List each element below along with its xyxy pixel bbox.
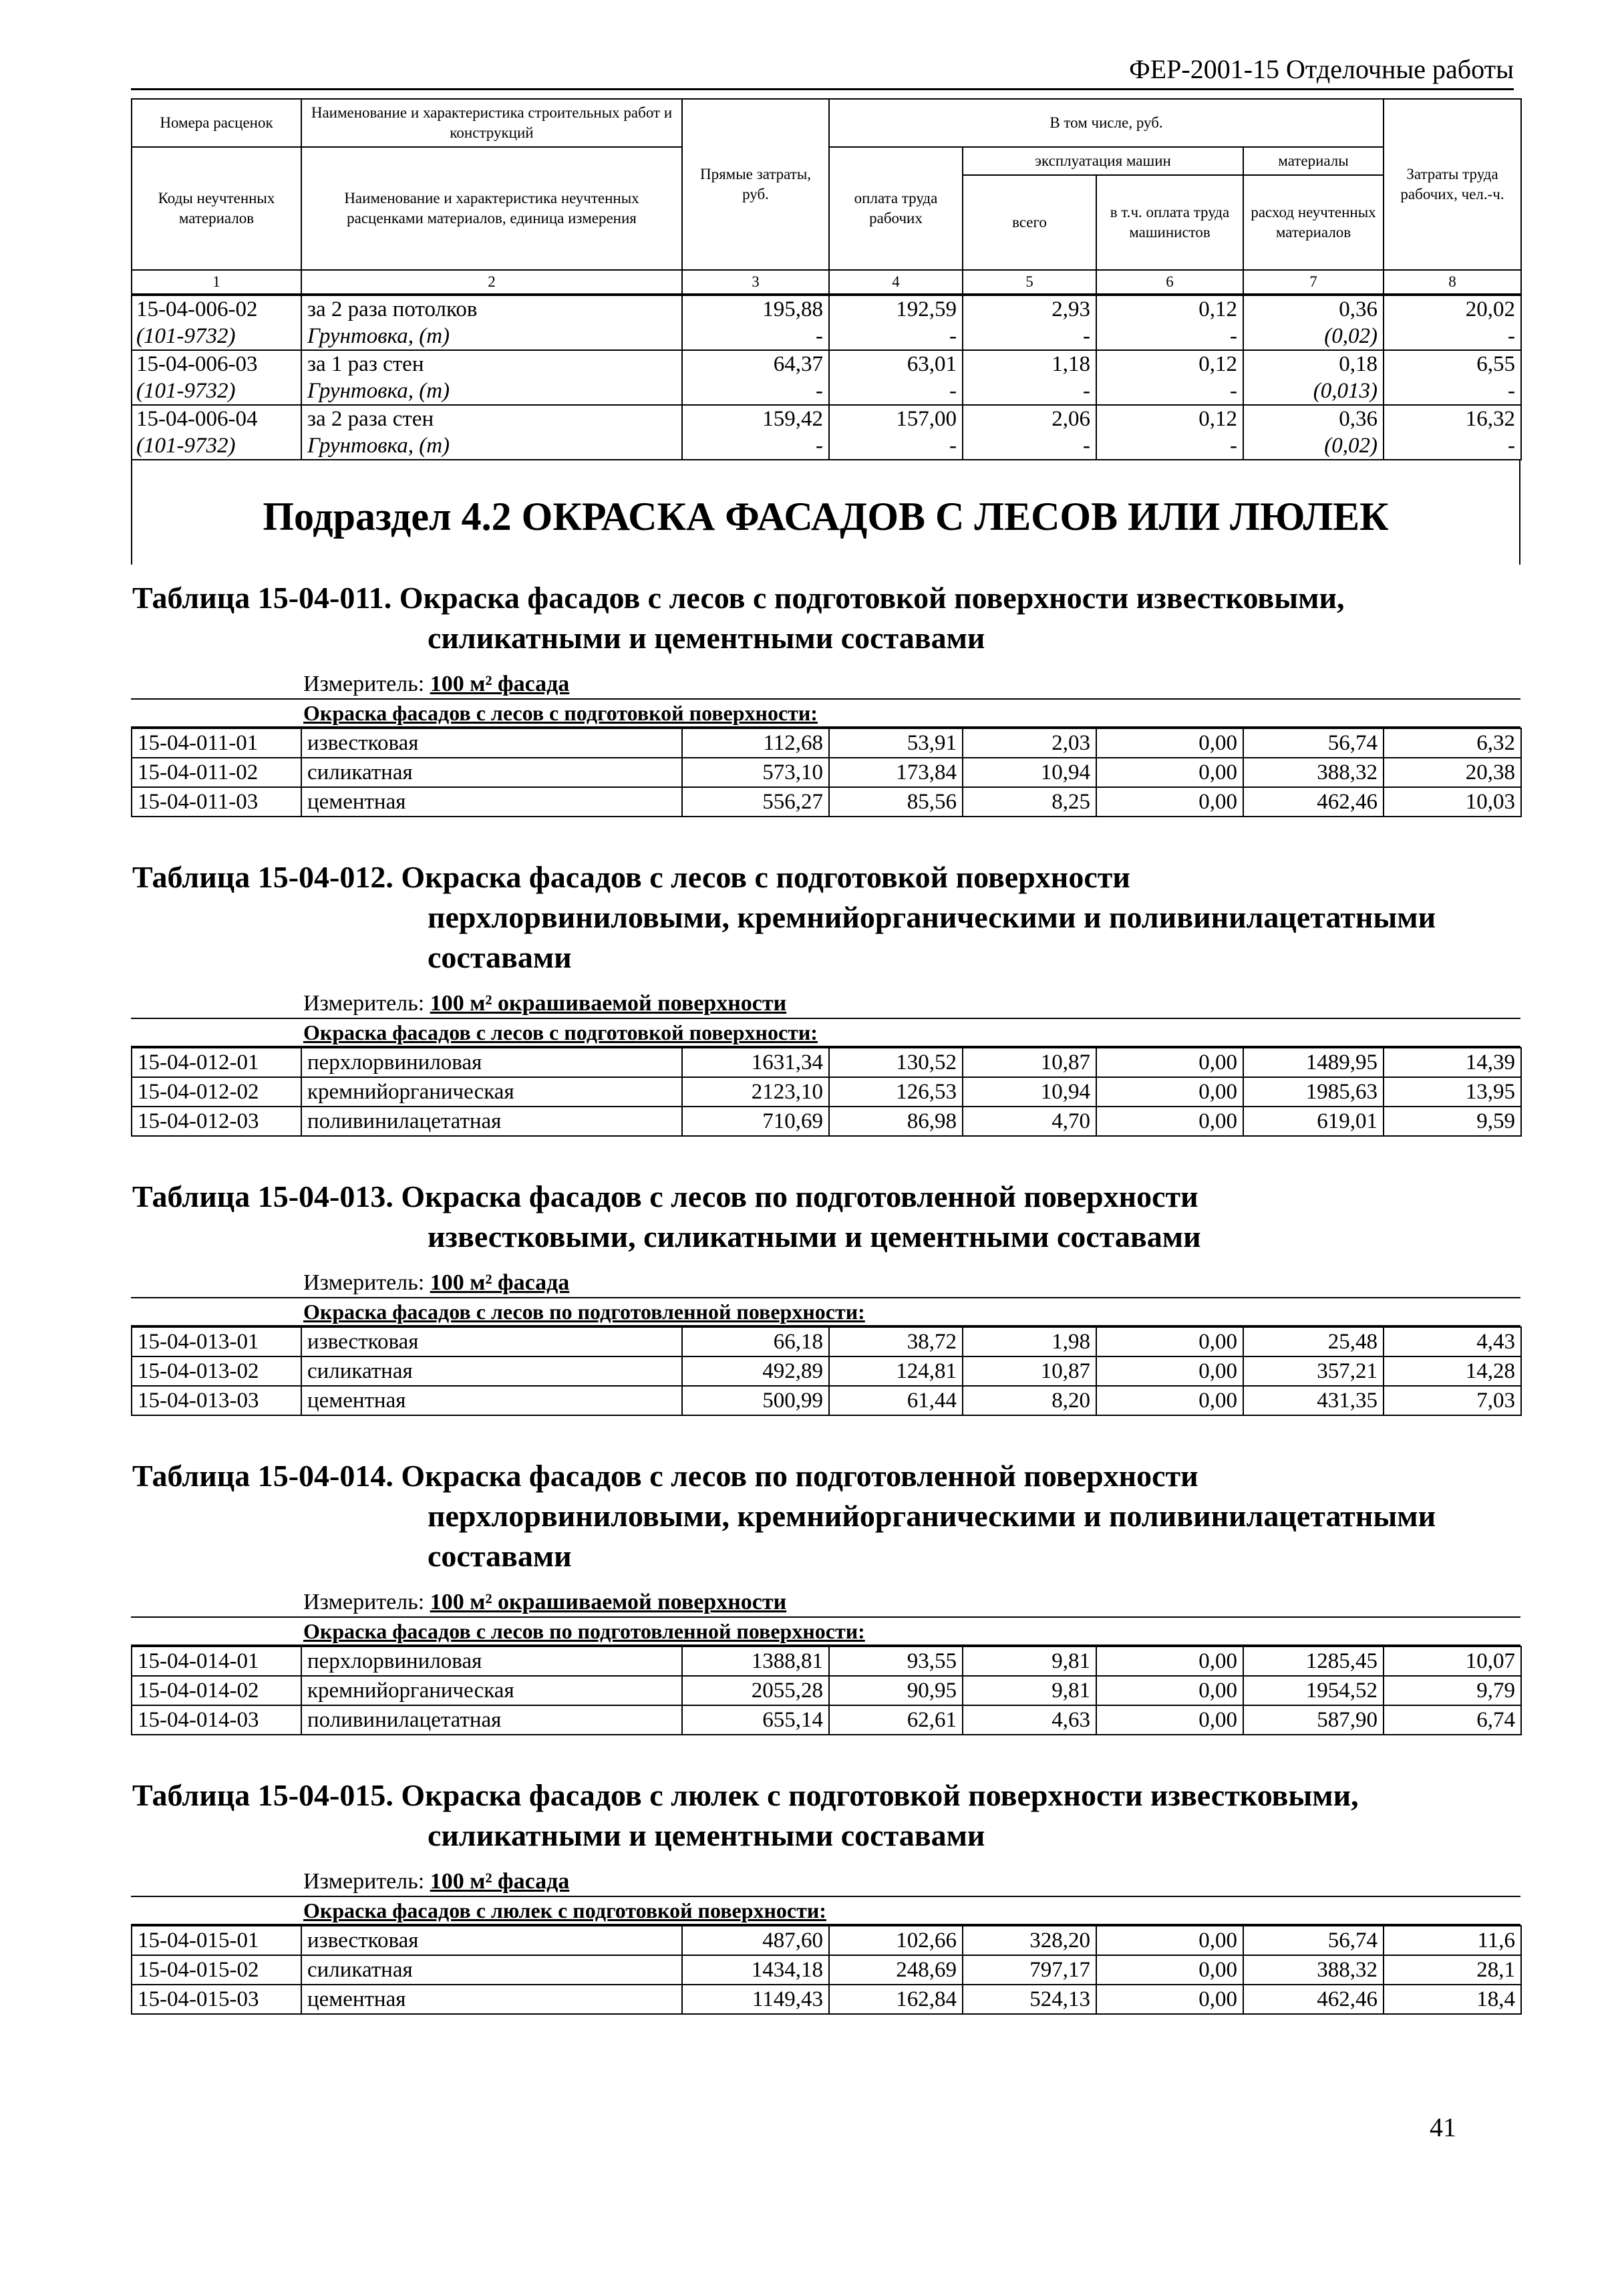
header-col1-bottom: Коды неучтенных материалов xyxy=(132,147,301,270)
material-value: - xyxy=(1384,323,1521,350)
group-heading-text: Окраска фасадов с лесов по подготовленной поверхности: xyxy=(303,1300,865,1324)
material-row xyxy=(132,432,1521,460)
table-row xyxy=(132,1646,1521,1676)
work-name: силикатная xyxy=(301,1356,682,1386)
cost-value: 587,90 xyxy=(1243,1705,1384,1735)
material-value: - xyxy=(829,323,963,350)
measure-unit-line xyxy=(131,658,1520,700)
table-title-line: силикатными и цементными составами xyxy=(428,1818,985,1852)
table-row xyxy=(132,787,1521,817)
price-table-block xyxy=(131,1762,1520,2041)
work-name: за 1 раз стен xyxy=(301,350,682,378)
material-value: - xyxy=(682,432,829,460)
table-row xyxy=(132,1926,1521,1955)
group-heading-text: Окраска фасадов с лесов с подготовкой поверхности: xyxy=(303,1020,818,1044)
price-table-block xyxy=(131,1163,1520,1443)
table-title xyxy=(131,1762,1520,1856)
material-value: (0,02) xyxy=(1243,323,1384,350)
rate-code: 15-04-011-02 xyxy=(132,758,301,787)
rate-code: 15-04-006-02 xyxy=(132,295,301,323)
cost-value: 62,61 xyxy=(829,1705,963,1735)
column-header-table xyxy=(131,98,1522,295)
table-title-line: перхлорвиниловыми, кремнийорганическими и поливинилацетатными xyxy=(428,1499,1436,1533)
work-name: силикатная xyxy=(301,758,682,787)
cost-value: 8,20 xyxy=(963,1386,1096,1415)
cost-value: 0,12 xyxy=(1096,350,1243,378)
column-number: 4 xyxy=(829,270,963,294)
rate-code: 15-04-006-03 xyxy=(132,350,301,378)
table-title-line: перхлорвиниловыми, кремнийорганическими и поливинилацетатными xyxy=(428,900,1436,934)
cost-value: 20,38 xyxy=(1384,758,1521,787)
header-col7: расход неучтенных материалов xyxy=(1243,175,1384,270)
cost-value: 10,03 xyxy=(1384,787,1521,817)
work-name: поливинилацетатная xyxy=(301,1705,682,1735)
material-value: - xyxy=(1096,378,1243,405)
cost-value: 0,00 xyxy=(1096,1646,1243,1676)
table-title-line: составами xyxy=(428,1539,572,1573)
material-code: (101-9732) xyxy=(132,378,301,405)
cost-value: 431,35 xyxy=(1243,1386,1384,1415)
cost-value: 573,10 xyxy=(682,758,829,787)
price-table xyxy=(131,1646,1522,1735)
rate-code: 15-04-011-01 xyxy=(132,728,301,758)
header-materials: материалы xyxy=(1243,147,1384,175)
work-name: известковая xyxy=(301,1327,682,1356)
work-name: перхлорвиниловая xyxy=(301,1048,682,1077)
cost-value: 6,55 xyxy=(1384,350,1521,378)
cost-value: 797,17 xyxy=(963,1955,1096,1985)
cost-value: 61,44 xyxy=(829,1386,963,1415)
table-title-line: известковыми, силикатными и цементными составами xyxy=(428,1219,1201,1254)
cost-value: 524,13 xyxy=(963,1985,1096,2014)
material-row xyxy=(132,323,1521,350)
price-table xyxy=(131,1326,1522,1416)
column-number: 3 xyxy=(682,270,829,294)
table-row xyxy=(132,758,1521,787)
group-heading-text: Окраска фасадов с лесов с подготовкой поверхности: xyxy=(303,701,818,725)
material-name: Грунтовка, (т) xyxy=(301,432,682,460)
cost-value: 0,00 xyxy=(1096,1985,1243,2014)
price-table-block xyxy=(131,1443,1520,1762)
measure-label: Измеритель: xyxy=(303,1590,425,1614)
cost-value: 130,52 xyxy=(829,1048,963,1077)
header-col3: Прямые затраты, руб. xyxy=(682,99,829,270)
cost-value: 357,21 xyxy=(1243,1356,1384,1386)
price-table xyxy=(131,728,1522,817)
measure-label: Измеритель: xyxy=(303,1869,425,1894)
cost-value: 1,98 xyxy=(963,1327,1096,1356)
cost-value: 9,79 xyxy=(1384,1676,1521,1705)
price-table xyxy=(131,1047,1522,1137)
cost-value: 173,84 xyxy=(829,758,963,787)
cost-value: 4,70 xyxy=(963,1107,1096,1136)
cost-value: 11,6 xyxy=(1384,1926,1521,1955)
cost-value: 2,06 xyxy=(963,405,1096,432)
table-title xyxy=(131,1163,1520,1257)
group-heading xyxy=(131,1019,1520,1047)
table-spacer xyxy=(131,1137,1520,1163)
header-machines: эксплуатация машин xyxy=(963,147,1243,175)
header-incl: В том числе, руб. xyxy=(829,99,1384,147)
cost-value: 388,32 xyxy=(1243,1955,1384,1985)
cost-value: 328,20 xyxy=(963,1926,1096,1955)
cost-value: 56,74 xyxy=(1243,1926,1384,1955)
cost-value: 124,81 xyxy=(829,1356,963,1386)
work-name: цементная xyxy=(301,787,682,817)
material-value: - xyxy=(682,378,829,405)
group-heading-text: Окраска фасадов с лесов по подготовленной поверхности: xyxy=(303,1619,865,1643)
measure-unit: 100 м² фасада xyxy=(430,672,570,696)
material-code: (101-9732) xyxy=(132,432,301,460)
work-name: за 2 раза потолков xyxy=(301,295,682,323)
material-value: (0,02) xyxy=(1243,432,1384,460)
group-heading xyxy=(131,1618,1520,1646)
cost-value: 2,03 xyxy=(963,728,1096,758)
cost-value: 1149,43 xyxy=(682,1985,829,2014)
rate-code: 15-04-012-03 xyxy=(132,1107,301,1136)
rate-code: 15-04-013-01 xyxy=(132,1327,301,1356)
column-number: 2 xyxy=(301,270,682,294)
table-row xyxy=(132,1676,1521,1705)
column-number: 5 xyxy=(963,270,1096,294)
cost-value: 28,1 xyxy=(1384,1955,1521,1985)
column-number: 7 xyxy=(1243,270,1384,294)
measure-label: Измеритель: xyxy=(303,672,425,696)
cost-value: 7,03 xyxy=(1384,1386,1521,1415)
header-col1-top: Номера расценок xyxy=(132,99,301,147)
table-spacer xyxy=(131,817,1520,844)
cost-value: 388,32 xyxy=(1243,758,1384,787)
table-row xyxy=(132,405,1521,432)
cost-value: 1434,18 xyxy=(682,1955,829,1985)
document-page xyxy=(131,53,1520,2041)
cost-value: 2055,28 xyxy=(682,1676,829,1705)
subsection-title: Подраздел 4.2 ОКРАСКА ФАСАДОВ С ЛЕСОВ ИЛИ ЛЮЛЕК xyxy=(263,494,1389,539)
cost-value: 0,00 xyxy=(1096,758,1243,787)
cost-value: 10,94 xyxy=(963,758,1096,787)
material-value: (0,013) xyxy=(1243,378,1384,405)
cost-value: 1985,63 xyxy=(1243,1077,1384,1107)
cost-value: 16,32 xyxy=(1384,405,1521,432)
cost-value: 248,69 xyxy=(829,1955,963,1985)
cost-value: 462,46 xyxy=(1243,1985,1384,2014)
cost-value: 619,01 xyxy=(1243,1107,1384,1136)
cost-value: 90,95 xyxy=(829,1676,963,1705)
table-spacer xyxy=(131,1735,1520,1762)
cost-value: 1285,45 xyxy=(1243,1646,1384,1676)
cost-value: 0,00 xyxy=(1096,728,1243,758)
cost-value: 6,74 xyxy=(1384,1705,1521,1735)
group-heading-text: Окраска фасадов с люлек с подготовкой поверхности: xyxy=(303,1898,826,1922)
cost-value: 655,14 xyxy=(682,1705,829,1735)
cost-value: 1954,52 xyxy=(1243,1676,1384,1705)
group-heading xyxy=(131,1897,1520,1925)
cost-value: 0,00 xyxy=(1096,1926,1243,1955)
table-spacer xyxy=(131,1416,1520,1443)
rate-code: 15-04-015-03 xyxy=(132,1985,301,2014)
cost-value: 14,28 xyxy=(1384,1356,1521,1386)
cost-value: 492,89 xyxy=(682,1356,829,1386)
cost-value: 157,00 xyxy=(829,405,963,432)
cost-value: 63,01 xyxy=(829,350,963,378)
cost-value: 13,95 xyxy=(1384,1077,1521,1107)
header-col8: Затраты труда рабочих, чел.-ч. xyxy=(1384,99,1521,270)
cost-value: 0,00 xyxy=(1096,1955,1243,1985)
measure-label: Измеритель: xyxy=(303,991,425,1016)
cost-value: 14,39 xyxy=(1384,1048,1521,1077)
measure-unit-line xyxy=(131,1257,1520,1298)
table-title xyxy=(131,565,1520,658)
rate-code: 15-04-011-03 xyxy=(132,787,301,817)
measure-unit-line xyxy=(131,978,1520,1019)
table-title-line: Таблица 15-04-014. Окраска фасадов с лесов по подготовленной поверхности xyxy=(132,1459,1198,1493)
column-number: 8 xyxy=(1384,270,1521,294)
work-name: известковая xyxy=(301,728,682,758)
table-row xyxy=(132,350,1521,378)
rate-code: 15-04-013-03 xyxy=(132,1386,301,1415)
cost-value: 0,12 xyxy=(1096,405,1243,432)
rate-code: 15-04-015-02 xyxy=(132,1955,301,1985)
cost-value: 53,91 xyxy=(829,728,963,758)
table-title-line: силикатными и цементными составами xyxy=(428,621,985,655)
cost-value: 0,00 xyxy=(1096,1048,1243,1077)
table-title xyxy=(131,844,1520,978)
cost-value: 487,60 xyxy=(682,1926,829,1955)
group-heading xyxy=(131,700,1520,728)
header-col5: всего xyxy=(963,175,1096,270)
table-row xyxy=(132,1048,1521,1077)
material-name: Грунтовка, (т) xyxy=(301,378,682,405)
table-row xyxy=(132,728,1521,758)
cost-value: 10,07 xyxy=(1384,1646,1521,1676)
continuation-table xyxy=(131,295,1522,460)
cost-value: 1388,81 xyxy=(682,1646,829,1676)
cost-value: 462,46 xyxy=(1243,787,1384,817)
cost-value: 112,68 xyxy=(682,728,829,758)
cost-value: 710,69 xyxy=(682,1107,829,1136)
cost-value: 102,66 xyxy=(829,1926,963,1955)
work-name: поливинилацетатная xyxy=(301,1107,682,1136)
measure-unit-line xyxy=(131,1856,1520,1897)
cost-value: 500,99 xyxy=(682,1386,829,1415)
table-row xyxy=(132,1955,1521,1985)
cost-value: 10,87 xyxy=(963,1048,1096,1077)
work-name: известковая xyxy=(301,1926,682,1955)
measure-unit: 100 м² фасада xyxy=(430,1270,570,1295)
material-value: - xyxy=(963,432,1096,460)
rate-code: 15-04-014-01 xyxy=(132,1646,301,1676)
cost-value: 556,27 xyxy=(682,787,829,817)
material-code: (101-9732) xyxy=(132,323,301,350)
material-value: - xyxy=(829,378,963,405)
material-row xyxy=(132,378,1521,405)
material-value: - xyxy=(1384,432,1521,460)
cost-value: 10,94 xyxy=(963,1077,1096,1107)
header-col4: оплата труда рабочих xyxy=(829,147,963,270)
work-name: за 2 раза стен xyxy=(301,405,682,432)
column-number: 1 xyxy=(132,270,301,294)
header-col6: в т.ч. оплата труда машинистов xyxy=(1096,175,1243,270)
cost-value: 0,00 xyxy=(1096,1327,1243,1356)
work-name: цементная xyxy=(301,1985,682,2014)
cost-value: 1631,34 xyxy=(682,1048,829,1077)
cost-value: 4,43 xyxy=(1384,1327,1521,1356)
rate-code: 15-04-015-01 xyxy=(132,1926,301,1955)
cost-value: 0,36 xyxy=(1243,405,1384,432)
measure-unit: 100 м² окрашиваемой поверхности xyxy=(430,991,787,1016)
material-value: - xyxy=(1096,323,1243,350)
cost-value: 162,84 xyxy=(829,1985,963,2014)
cost-value: 18,4 xyxy=(1384,1985,1521,2014)
material-name: Грунтовка, (т) xyxy=(301,323,682,350)
cost-value: 25,48 xyxy=(1243,1327,1384,1356)
table-row xyxy=(132,1077,1521,1107)
rate-code: 15-04-014-03 xyxy=(132,1705,301,1735)
measure-unit: 100 м² окрашиваемой поверхности xyxy=(430,1590,787,1614)
page-number: 41 xyxy=(1430,2112,1456,2142)
running-header: ФЕР-2001-15 Отделочные работы xyxy=(131,53,1514,90)
measure-label: Измеритель: xyxy=(303,1270,425,1295)
cost-value: 195,88 xyxy=(682,295,829,323)
cost-value: 2123,10 xyxy=(682,1077,829,1107)
rate-code: 15-04-012-01 xyxy=(132,1048,301,1077)
cost-value: 0,12 xyxy=(1096,295,1243,323)
subsection-frame xyxy=(131,460,1520,565)
table-row xyxy=(132,1705,1521,1735)
header-col2-bottom: Наименование и характеристика неучтенных расценками материалов, единица измерения xyxy=(301,147,682,270)
rate-code: 15-04-013-02 xyxy=(132,1356,301,1386)
header-col2-top: Наименование и характеристика строительных работ и конструкций xyxy=(301,99,682,147)
cost-value: 126,53 xyxy=(829,1077,963,1107)
price-table xyxy=(131,1925,1522,2015)
cost-value: 0,00 xyxy=(1096,1077,1243,1107)
work-name: цементная xyxy=(301,1386,682,1415)
cost-value: 4,63 xyxy=(963,1705,1096,1735)
cost-value: 9,81 xyxy=(963,1646,1096,1676)
work-name: кремнийорганическая xyxy=(301,1077,682,1107)
cost-value: 64,37 xyxy=(682,350,829,378)
material-value: - xyxy=(829,432,963,460)
table-row xyxy=(132,1356,1521,1386)
cost-value: 0,18 xyxy=(1243,350,1384,378)
work-name: перхлорвиниловая xyxy=(301,1646,682,1676)
cost-value: 192,59 xyxy=(829,295,963,323)
price-table-block xyxy=(131,565,1520,844)
material-value: - xyxy=(1096,432,1243,460)
table-title-line: Таблица 15-04-015. Окраска фасадов с люлек с подготовкой поверхности известковыми, xyxy=(132,1778,1359,1812)
material-value: - xyxy=(963,323,1096,350)
cost-value: 159,42 xyxy=(682,405,829,432)
table-spacer xyxy=(131,2015,1520,2041)
cost-value: 66,18 xyxy=(682,1327,829,1356)
measure-unit-line xyxy=(131,1576,1520,1618)
table-row xyxy=(132,1985,1521,2014)
cost-value: 9,59 xyxy=(1384,1107,1521,1136)
group-heading xyxy=(131,1298,1520,1326)
cost-value: 10,87 xyxy=(963,1356,1096,1386)
cost-value: 0,36 xyxy=(1243,295,1384,323)
table-row xyxy=(132,1107,1521,1136)
cost-value: 1,18 xyxy=(963,350,1096,378)
column-number-row xyxy=(132,270,1521,294)
cost-value: 0,00 xyxy=(1096,1386,1243,1415)
table-title-line: Таблица 15-04-012. Окраска фасадов с лесов с подготовкой поверхности xyxy=(132,860,1130,894)
cost-value: 0,00 xyxy=(1096,1107,1243,1136)
cost-value: 86,98 xyxy=(829,1107,963,1136)
table-title-line: Таблица 15-04-011. Окраска фасадов с лесов с подготовкой поверхности известковыми, xyxy=(132,581,1345,615)
material-value: - xyxy=(682,323,829,350)
cost-value: 85,56 xyxy=(829,787,963,817)
table-title xyxy=(131,1443,1520,1576)
cost-value: 0,00 xyxy=(1096,1356,1243,1386)
cost-value: 6,32 xyxy=(1384,728,1521,758)
column-number: 6 xyxy=(1096,270,1243,294)
rate-code: 15-04-014-02 xyxy=(132,1676,301,1705)
cost-value: 0,00 xyxy=(1096,1676,1243,1705)
price-table-block xyxy=(131,844,1520,1163)
cost-value: 0,00 xyxy=(1096,787,1243,817)
table-row xyxy=(132,1327,1521,1356)
cost-value: 0,00 xyxy=(1096,1705,1243,1735)
cost-value: 56,74 xyxy=(1243,728,1384,758)
material-value: - xyxy=(1384,378,1521,405)
work-name: силикатная xyxy=(301,1955,682,1985)
table-row xyxy=(132,1386,1521,1415)
rate-code: 15-04-006-04 xyxy=(132,405,301,432)
cost-value: 8,25 xyxy=(963,787,1096,817)
cost-value: 2,93 xyxy=(963,295,1096,323)
work-name: кремнийорганическая xyxy=(301,1676,682,1705)
cost-value: 1489,95 xyxy=(1243,1048,1384,1077)
measure-unit: 100 м² фасада xyxy=(430,1869,570,1894)
table-title-line: составами xyxy=(428,940,572,974)
cost-value: 93,55 xyxy=(829,1646,963,1676)
cost-value: 20,02 xyxy=(1384,295,1521,323)
material-value: - xyxy=(963,378,1096,405)
table-row xyxy=(132,295,1521,323)
table-title-line: Таблица 15-04-013. Окраска фасадов с лесов по подготовленной поверхности xyxy=(132,1179,1198,1213)
cost-value: 38,72 xyxy=(829,1327,963,1356)
cost-value: 9,81 xyxy=(963,1676,1096,1705)
rate-code: 15-04-012-02 xyxy=(132,1077,301,1107)
